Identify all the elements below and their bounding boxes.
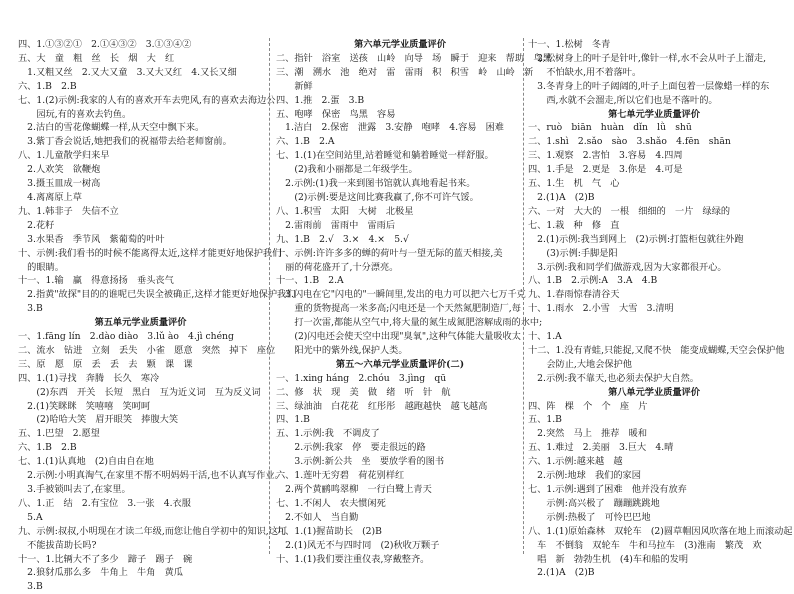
answer-line: 十一、1.松树 冬青: [528, 39, 611, 50]
answer-line: (3)示例:手脚是阳: [528, 247, 618, 259]
answer-line: 三、绿油油 白花花 红彤彤 越跑越快 越飞越高: [276, 400, 488, 412]
answer-line: 2.示例:我不靠天,也必须去保护大自然。: [528, 372, 699, 384]
answer-line: 三、潮 溯水 池 绝对 雷 雷雨 积 积雪 岭 山岭 新: [276, 66, 534, 78]
answer-line: 六、1.示例:越来越 越: [528, 456, 623, 468]
answer-line: 七、1.(2)示例:我家的人有的喜欢开车去兜风,有的喜欢去海边公: [18, 94, 276, 106]
answer-line: 3.摄玉皿成一树高: [18, 178, 101, 190]
answer-line: 2.指黄"故探"目的的谁呢已失误全被确正,这样才能更好地保护我们: [18, 289, 296, 301]
answer-line: 十、示例:许许多多的蝉的荷叶与一望无际的蓝天相接,美: [276, 247, 503, 259]
answer-line: (2)哈哈大笑 眉开眼笑 捧腹大笑: [18, 414, 179, 426]
answer-line: 五、1.B: [528, 414, 562, 426]
answer-line: 六、一对 大大的 一根 细细的 一片 绿绿的: [528, 205, 731, 217]
answer-line: 2.(1)A (2)B: [528, 191, 595, 203]
answer-line: 唱 新 勃勃生机 (4)车和船的发明: [528, 553, 689, 565]
answer-line: 九、示例:叔叔,小明现在才读二年级,而您让他自学初中的知识,这可: [18, 525, 288, 537]
answer-line: 六、1.B 2.A: [276, 136, 335, 148]
answer-line: 七、1.栽 种 修 直: [528, 219, 620, 231]
answer-line: 阳光中的紫外线,保护人类。: [276, 344, 408, 356]
answer-line: 八、1.积雪 太阳 大树 北极星: [276, 205, 414, 217]
answer-line: 九、1.B 2.√ 3.× 4.× 5.√: [276, 233, 409, 245]
answer-line: 3.闪电在它"闪电的"一瞬间里,发出的电力可以把六七万千克: [276, 289, 526, 301]
section-heading: 第八单元学业质量评价: [608, 386, 700, 398]
answer-line: 丽的荷花盛开了,十分漂亮。: [276, 261, 399, 273]
answer-line: 2.示例:(1)我一来到图书馆就认真地看起书来。: [276, 178, 476, 190]
answer-line: 八、1.正 结 2.有宝位 3.一张 4.衣服: [18, 497, 191, 509]
answer-line: 示例:热极了 可怜巴巴地: [528, 511, 651, 523]
answer-line: 五、1.巴望 2.愿望: [18, 428, 100, 440]
answer-line: 八、1.儿童散学归来早: [18, 150, 110, 162]
answer-line: 十二、1.没有青蛙,只能捉,又爬不快 能变成蝴蝶,天空会保护他: [528, 344, 785, 356]
answer-line: 1.又粗又丝 2.又大又童 3.又大又红 4.又长又细: [18, 66, 237, 78]
answer-line: 2.(1)笑眯眯 笑嘻嘻 笑呵呵: [18, 400, 151, 412]
answer-line: 一、ruò biān huàn dǐn lǜ shū: [528, 122, 692, 134]
answer-line: 二、修 状 现 美 做 绪 听 针 航: [276, 386, 451, 398]
answer-line: 十、1.(1)我们要注重仪表,穿戴整齐。: [276, 553, 430, 565]
answer-line: 五、大 童 粗 丝 长 烟 大 红: [18, 52, 175, 64]
answer-line: 八、1.B 2.示例:A 3.A 4.B: [528, 275, 658, 287]
answer-line: 七、1.(1)在空间站里,站着睡觉和躺着睡觉一样舒服。: [276, 150, 494, 162]
answer-line: 3.示例:我和同学们做游戏,因为大家都很开心。: [528, 261, 727, 273]
answer-line: 2.突然 马上 推荐 暖和: [528, 428, 648, 440]
answer-line: 四、1.手是 2.更是 3.你是 4.可是: [528, 164, 683, 176]
answer-line: 3.B: [18, 581, 43, 593]
answer-line: 3.水果香 季节风 紫葡萄的叶叶: [18, 233, 165, 245]
answer-line: 2.两个黄鹂鸣翠柳 一行白鹭上青天: [276, 484, 432, 495]
answer-line: 西,水就不会溜走,所以它们也是不落叶的。: [528, 94, 718, 106]
answer-line: 3.B: [18, 303, 43, 315]
answer-line: 十、示例:我们看书的时候不能离得太近,这样才能更好地保护我们: [18, 247, 282, 259]
answer-line: 六、1.B 2.B: [18, 80, 77, 92]
answer-line: 一、1.fāng lín 2.dào diào 3.lǔ ào 4.jì chéng: [18, 331, 234, 343]
answer-line: 园玩,有的喜欢去钓鱼。: [18, 108, 132, 120]
answer-line: 2.(1)示例:我当到网上 (2)示例:打篮柜包就往外跑: [528, 233, 744, 245]
answer-line: 打一次雷,都能从空气中,将大量的氮生成氮肥溶解成雨的水中;: [276, 317, 543, 329]
answer-line: 2.示例:我家 停 要走很远的路: [276, 442, 426, 454]
answer-column-3: [528, 38, 793, 580]
answer-line: 新鲜: [276, 80, 313, 92]
section-heading: 第六单元学业质量评价: [354, 39, 446, 50]
column-divider: [523, 38, 524, 554]
answer-line: 七、1.示例:遇到了困难 他并没有放弃: [528, 484, 687, 495]
answer-line: 三、1.观察 2.害怕 3.容易 4.四周: [528, 150, 683, 162]
answer-line: 四、1.B: [276, 414, 310, 426]
answer-line: 十一、1.输 赢 得意扬扬 垂头丧气: [18, 275, 174, 287]
answer-line: 十一、1.比辆大不了多少 蹄子 踢子 碗: [18, 553, 193, 565]
answer-line: 二、指针 浴室 送孩 山岭 向导 场 瞬于 迎来 帮助 鸟黑: [276, 52, 552, 64]
answer-line: 2.狼豺瓜那么多 牛角上 牛角 黄瓜: [18, 567, 183, 579]
answer-line: 四、1.推 2.蛋 3.B: [276, 94, 365, 106]
answer-line: 五、1.生 机 气 心: [528, 178, 620, 190]
answer-line: 四、阵 棵 个 个 座 片: [528, 400, 648, 412]
answer-line: 3.手被锁叫去了,在家里。: [18, 484, 131, 495]
answer-line: 2.松树身上的叶子是针叶,像针一样,水不会从叶子上溜走,: [528, 52, 767, 64]
answer-line: 十一、1.B 2.A: [276, 275, 344, 287]
answer-line: 重的货物提高一米多高;闪电还是一个天然氮肥制造厂,每: [276, 303, 521, 315]
answer-line: 不能拔苗助长吗?: [18, 539, 97, 551]
answer-line: [528, 316, 780, 330]
answer-line: 车 不倒翁 双轮车 牛和马拉车 (3)淮南 繁茂 欢: [528, 539, 762, 551]
answer-line: 2.示例:小明真淘气,在家里不帮不明妈妈干活,也不认真写作业。: [18, 470, 284, 482]
section-heading: 第五单元学业质量评价: [94, 317, 187, 329]
column-divider: [269, 38, 270, 554]
answer-line: 2.沽白的雪花像蝴蝶一样,从天空中飘下来。: [18, 122, 205, 134]
answer-line: 2.示例:地球 我们的家园: [528, 470, 641, 482]
answer-line: 十、1.A: [528, 331, 562, 343]
answer-line: 示例:高兴极了 蹦蹦跳跳地: [528, 497, 660, 509]
answer-line: 2.人欢笑 欲鞭炮: [18, 164, 101, 176]
answer-line: (2)闪电还会使天空中出现"臭氧",这种气体能大量吸收太: [276, 331, 521, 343]
answer-line: 3.冬青身上的叶子阔阔的,叶子上面包着一层像蜡一样的东: [528, 80, 770, 92]
answer-line: 不怕缺水,用不着落叶。: [528, 66, 642, 78]
answer-line: (2)东西 开关 长短 黑白 互为近义词 互为反义词: [18, 386, 261, 398]
answer-line: 会防止,大地会保护他: [528, 358, 632, 370]
answer-line: 三、原 愿 原 丢 丢 去 颗 课 课: [18, 358, 193, 370]
answer-line: 六、1.B 2.B: [18, 442, 77, 454]
answer-line: 2.(1)风无不与四时同 (2)秋收万颗子: [276, 539, 440, 551]
answer-line: (2)我和小丽都是二年级学生。: [276, 164, 418, 176]
answer-line: 七、1.(1)认真地 (2)自由自在地: [18, 456, 154, 468]
answer-line: 十、1.雨水 2.小雪 大雪 3.清明: [528, 303, 674, 315]
section-heading: 第五～六单元学业质量评价(二): [335, 358, 465, 370]
section-heading: 第七单元学业质量评价: [608, 108, 700, 120]
answer-line: 八、1.(1)原始森林 双轮车 (2)圆草帽因风吹落在地上而滚动起: [528, 525, 793, 537]
answer-line: (2)示例:要是这间比赛我赢了,你不可许气馁。: [276, 191, 479, 203]
answer-line: 5.A: [18, 511, 43, 523]
answer-line: 四、1.(1)寻找 奔腾 长久 寒冷: [18, 372, 160, 384]
answer-line: 二、流水 钻进 立刻 丢失 小雀 愿意 突然 掉下 座位: [18, 344, 276, 356]
answer-line: 2.不如人 当自勤: [276, 511, 359, 523]
answer-line: 七、1.不闲人 农夫惯闲死: [276, 497, 386, 509]
answer-line: 九、1.(1)握苗助长 (2)B: [276, 525, 382, 537]
answer-line: 1.洁白 2.保密 泄露 3.安静 咆哮 4.容易 困难: [276, 122, 504, 134]
answer-line: 2.(1)A (2)B: [528, 567, 595, 579]
answer-line: 3.示例:新公共 坐 要放学看的图书: [276, 456, 445, 468]
answer-line: 3.紫丁香会说话,她把我们的祝福带去给老师窗前。: [18, 136, 232, 148]
answer-line: 五、1.难过 2.美丽 3.巨大 4.晴: [528, 442, 674, 454]
answer-line: 五、1.示例:我 不调皮了: [276, 428, 380, 440]
answer-line: 2.花籽: [18, 219, 55, 231]
answer-line: 九、1.韩非子 失信不立: [18, 205, 119, 217]
answer-line: 的眼睛。: [18, 261, 64, 273]
answer-line: 五、咆哮 保密 鸟黑 容易: [276, 108, 396, 120]
answer-line: 九、1.春雨惊春清谷天: [528, 289, 620, 301]
answer-line: 一、1.xing háng 2.chóu 3.jìng qū: [276, 372, 447, 384]
answer-line: 六、1.莲叶无穷碧 荷花别样红: [276, 470, 405, 482]
answer-line: 二、1.shì 2.sǎo sào 3.shǎo 4.fēn shān: [528, 136, 731, 148]
answer-line: 四、1.①③②① 2.①④③② 3.①③④②: [18, 39, 192, 50]
answer-line: 4.离离原上草: [18, 191, 82, 203]
answer-line: 2.雷雨前 雷雨中 雷雨后: [276, 219, 396, 231]
